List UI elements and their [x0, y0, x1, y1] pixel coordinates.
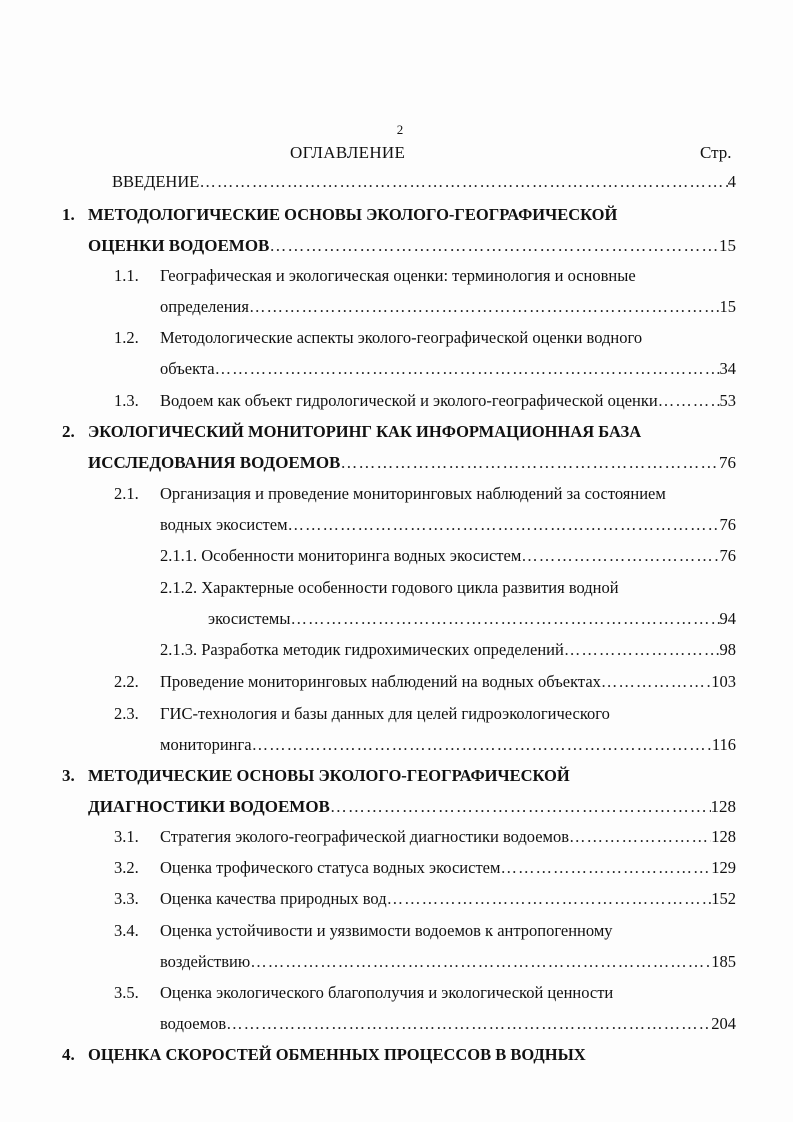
toc-entry-text: ИССЛЕДОВАНИЯ ВОДОЕМОВ [88, 453, 341, 472]
toc-entry-chapter-1 [88, 236, 736, 256]
toc-entry-text: Проведение мониторинговых наблюдений на водных объектах [160, 672, 601, 691]
toc-page: 129 [711, 858, 736, 877]
dot-leader [269, 236, 719, 256]
toc-page: 15 [719, 297, 736, 316]
section-number: 1.3. [114, 391, 139, 410]
toc-entry-text: Водоем как объект гидрологической и эколого-географической оценки [160, 391, 658, 410]
toc-entry-text: воздействию [160, 952, 251, 971]
chapter-number: 2. [62, 422, 75, 441]
toc-page: 76 [719, 515, 736, 534]
dot-leader [226, 1014, 711, 1034]
section-title: Оценка экологического благополучия и экологической ценности [160, 983, 614, 1002]
toc-page: 128 [710, 797, 736, 816]
section-title: Оценка устойчивости и уязвимости водоемов к антропогенному [160, 921, 613, 940]
toc-title: ОГЛАВЛЕНИЕ [290, 143, 406, 162]
toc-entry-text: ВВЕДЕНИЕ [112, 172, 200, 191]
section-number: 2.2. [114, 672, 139, 691]
toc-page: 185 [711, 952, 736, 971]
chapter-title: МЕТОДИЧЕСКИЕ ОСНОВЫ ЭКОЛОГО-ГЕОГРАФИЧЕСКОЙ [88, 766, 570, 785]
dot-leader [569, 827, 711, 847]
toc-page: 34 [719, 359, 736, 378]
dot-leader [215, 359, 720, 379]
toc-entry-text: объекта [160, 359, 215, 378]
toc-page: 204 [711, 1014, 736, 1033]
toc-entry-text: мониторинга [160, 735, 252, 754]
dot-leader [250, 952, 711, 972]
chapter-number: 3. [62, 766, 75, 785]
dot-leader [340, 453, 719, 473]
toc-entry-text: водных экосистем [160, 515, 288, 534]
toc-page: 103 [711, 672, 736, 691]
toc-page: 76 [719, 546, 736, 565]
section-number: 2.1. [114, 484, 139, 503]
toc-page: 98 [719, 640, 736, 659]
dot-leader [290, 609, 719, 629]
toc-entry-3-4 [160, 952, 736, 972]
page-number: 2 [396, 122, 404, 137]
toc-entry-text: Оценка трофического статуса водных экосистем [160, 858, 501, 877]
toc-entry-text: ДИАГНОСТИКИ ВОДОЕМОВ [88, 797, 330, 816]
dot-leader [500, 858, 711, 878]
chapter-number: 4. [62, 1045, 75, 1064]
toc-entry-3-2 [160, 858, 736, 878]
toc-entry-3-5 [160, 1014, 736, 1034]
section-title: ГИС-технология и базы данных для целей гидроэкологического [160, 704, 610, 723]
section-number: 3.2. [114, 858, 139, 877]
toc-entry-2-3 [160, 735, 736, 755]
section-number: 3.4. [114, 921, 139, 940]
dot-leader [252, 735, 712, 755]
toc-page: 116 [711, 735, 736, 754]
section-title: Географическая и экологическая оценки: терминология и основные [160, 266, 636, 285]
toc-page: 152 [711, 889, 736, 908]
toc-page: 4 [727, 172, 736, 191]
dot-leader [564, 640, 720, 660]
toc-entry-text: Стратегия эколого-географической диагностики водоемов [160, 827, 570, 846]
section-number: 3.3. [114, 889, 139, 908]
section-number: 3.1. [114, 827, 139, 846]
subsection-title: 2.1.2. Характерные особенности годового цикла развития водной [160, 578, 619, 597]
dot-leader [387, 889, 712, 909]
toc-page: 76 [719, 453, 736, 472]
chapter-title: ЭКОЛОГИЧЕСКИЙ МОНИТОРИНГ КАК ИНФОРМАЦИОННАЯ БАЗА [88, 422, 642, 441]
section-title: Методологические аспекты эколого-географической оценки водного [160, 328, 643, 347]
toc-page: 53 [719, 391, 736, 410]
toc-entry-text: 2.1.3. Разработка методик гидрохимических определений [160, 640, 564, 659]
chapter-title: МЕТОДОЛОГИЧЕСКИЕ ОСНОВЫ ЭКОЛОГО-ГЕОГРАФИЧЕСКОЙ [88, 205, 618, 224]
toc-entry-chapter-2 [88, 453, 736, 473]
toc-entry-chapter-3 [88, 797, 736, 817]
dot-leader [658, 391, 720, 411]
toc-entry-2-2 [160, 672, 736, 692]
toc-entry-intro [112, 172, 736, 192]
toc-entry-1-2 [160, 359, 736, 379]
toc-page: 15 [719, 236, 736, 255]
toc-page: 94 [719, 609, 736, 628]
toc-entry-2-1 [160, 515, 736, 535]
dot-leader [601, 672, 711, 692]
section-number: 3.5. [114, 983, 139, 1002]
dot-leader [521, 546, 719, 566]
toc-page: 128 [711, 827, 736, 846]
chapter-number: 1. [62, 205, 75, 224]
toc-entry-1-1 [160, 297, 736, 317]
toc-entry-text: ОЦЕНКИ ВОДОЕМОВ [88, 236, 270, 255]
toc-entry-text: определения [160, 297, 249, 316]
dot-leader [288, 515, 720, 535]
dot-leader [199, 172, 727, 192]
page-column-header: Стр. [700, 143, 732, 162]
toc-entry-text: экосистемы [208, 609, 291, 628]
chapter-title: ОЦЕНКА СКОРОСТЕЙ ОБМЕННЫХ ПРОЦЕССОВ В ВОДНЫХ [88, 1045, 586, 1064]
toc-entry-text: 2.1.1. Особенности мониторинга водных экосистем [160, 546, 522, 565]
toc-entry-3-1 [160, 827, 736, 847]
toc-entry-2-1-3 [160, 640, 736, 660]
toc-entry-2-1-1 [160, 546, 736, 566]
section-title: Организация и проведение мониторинговых наблюдений за состоянием [160, 484, 666, 503]
toc-entry-text: Оценка качества природных вод [160, 889, 387, 908]
section-number: 1.1. [114, 266, 139, 285]
toc-entry-text: водоемов [160, 1014, 227, 1033]
dot-leader [249, 297, 720, 317]
section-number: 1.2. [114, 328, 139, 347]
toc-entry-2-1-2 [208, 609, 736, 629]
section-number: 2.3. [114, 704, 139, 723]
dot-leader [330, 797, 711, 817]
toc-entry-1-3 [160, 391, 736, 411]
toc-entry-3-3 [160, 889, 736, 909]
